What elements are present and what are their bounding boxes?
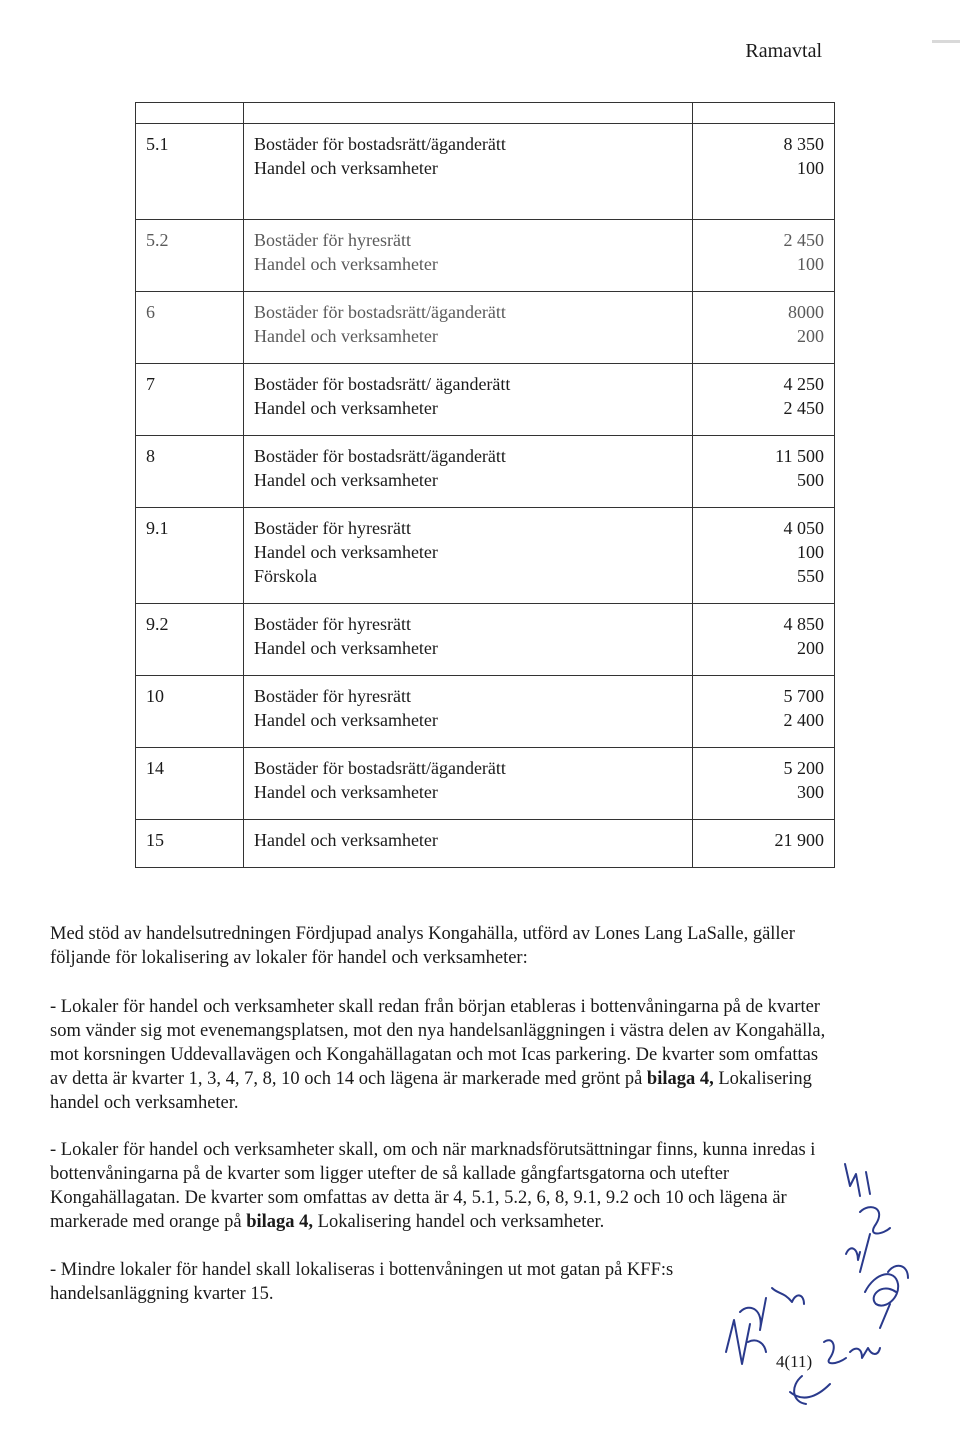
- block-number-cell: [136, 676, 244, 748]
- table-row: [136, 124, 835, 220]
- table-row: [136, 436, 835, 508]
- table-row: [136, 820, 835, 868]
- block-number: 5.2: [146, 230, 169, 250]
- page-number: 4(11): [776, 1352, 813, 1371]
- area-value-cell: [693, 364, 835, 436]
- usage-item: Handel och verksamheter: [254, 158, 438, 178]
- usage-item: Bostäder för hyresrätt: [254, 230, 411, 250]
- scan-artifact: [932, 40, 960, 43]
- area-table: [135, 102, 835, 868]
- area-value: 11 500: [775, 446, 824, 466]
- usage-item: Handel och verksamheter: [254, 782, 438, 802]
- usage-item: Handel och verksamheter: [254, 710, 438, 730]
- area-value: 100: [797, 158, 824, 178]
- usage-description-cell: [244, 604, 693, 676]
- header-cell-description: [244, 103, 693, 124]
- table-row: [136, 364, 835, 436]
- usage-item: Förskola: [254, 566, 317, 586]
- table-row: [136, 676, 835, 748]
- usage-item: Bostäder för hyresrätt: [254, 686, 411, 706]
- block-number: 15: [146, 830, 164, 850]
- usage-item: Bostäder för bostadsrätt/äganderätt: [254, 302, 506, 322]
- usage-item: Bostäder för bostadsrätt/ äganderätt: [254, 374, 511, 394]
- block-number-cell: [136, 364, 244, 436]
- block-number-cell: [136, 292, 244, 364]
- document-title: Ramavtal: [745, 40, 822, 62]
- area-value-cell: [693, 748, 835, 820]
- area-value: 100: [797, 542, 824, 562]
- table-row: [136, 604, 835, 676]
- block-number-cell: [136, 124, 244, 220]
- block-number-cell: [136, 604, 244, 676]
- area-value-cell: [693, 676, 835, 748]
- area-value: 5 200: [783, 758, 824, 778]
- table-row: [136, 292, 835, 364]
- area-value-cell: [693, 292, 835, 364]
- area-value: 2 450: [783, 230, 824, 250]
- table-row: [136, 508, 835, 604]
- header-cell-value: [693, 103, 835, 124]
- paragraph-4-text: - Mindre lokaler för handel skall lokaliseras i bottenvåningen ut mot gatan på KFF:s handelsanläggning kvarter 15.: [50, 1260, 674, 1304]
- usage-item: Handel och verksamheter: [254, 254, 438, 274]
- table-row: [136, 748, 835, 820]
- area-value-cell: [693, 124, 835, 220]
- area-value: 8 350: [783, 134, 824, 154]
- block-number: 10: [146, 686, 164, 706]
- usage-item: Handel och verksamheter: [254, 830, 438, 850]
- area-value-cell: [693, 604, 835, 676]
- area-value: 500: [797, 470, 824, 490]
- table-header-row: [136, 103, 835, 124]
- usage-item: Bostäder för bostadsrätt/äganderätt: [254, 446, 506, 466]
- usage-description-cell: [244, 364, 693, 436]
- usage-description-cell: [244, 436, 693, 508]
- usage-description-cell: [244, 124, 693, 220]
- area-value: 200: [797, 638, 824, 658]
- paragraph-intro: [50, 922, 840, 970]
- area-value: 21 900: [774, 830, 824, 850]
- usage-description-cell: [244, 820, 693, 868]
- usage-description-cell: [244, 676, 693, 748]
- usage-item: Handel och verksamheter: [254, 326, 438, 346]
- block-number-cell: [136, 748, 244, 820]
- usage-description-cell: [244, 292, 693, 364]
- area-value: 2 450: [783, 398, 824, 418]
- paragraph-2-tail: Lokalisering handel och verksamheter.: [50, 1069, 812, 1113]
- block-number: 9.2: [146, 614, 169, 634]
- usage-description-cell: [244, 508, 693, 604]
- area-value: 550: [797, 566, 824, 586]
- area-value-cell: [693, 220, 835, 292]
- area-value-cell: [693, 508, 835, 604]
- block-number: 8: [146, 446, 155, 466]
- block-number: 9.1: [146, 518, 169, 538]
- area-value: 4 050: [783, 518, 824, 538]
- usage-item: Bostäder för hyresrätt: [254, 614, 411, 634]
- usage-item: Handel och verksamheter: [254, 542, 438, 562]
- block-number-cell: [136, 436, 244, 508]
- block-number-cell: [136, 820, 244, 868]
- usage-description-cell: [244, 220, 693, 292]
- area-value: 2 400: [783, 710, 824, 730]
- area-value: 4 250: [783, 374, 824, 394]
- usage-item: Bostäder för bostadsrätt/äganderätt: [254, 758, 506, 778]
- block-number: 7: [146, 374, 155, 394]
- paragraph-intro-text: Med stöd av handelsutredningen Fördjupad analys Kongahälla, utförd av Lones Lang LaSalle, gäller följande för lokalisering av lokaler för handel och verksamheter:: [50, 924, 795, 968]
- area-value: 300: [797, 782, 824, 802]
- table-row: [136, 220, 835, 292]
- appendix-reference: bilaga 4,: [646, 1069, 714, 1089]
- block-number-cell: [136, 508, 244, 604]
- area-value: 100: [797, 254, 824, 274]
- area-value: 4 850: [783, 614, 824, 634]
- area-value-cell: [693, 436, 835, 508]
- header-cell-number: [136, 103, 244, 124]
- area-value: 5 700: [783, 686, 824, 706]
- usage-item: Bostäder för hyresrätt: [254, 518, 411, 538]
- usage-item: Handel och verksamheter: [254, 638, 438, 658]
- block-number-cell: [136, 220, 244, 292]
- usage-description-cell: [244, 748, 693, 820]
- area-value-cell: [693, 820, 835, 868]
- paragraph-2-text: - Lokaler för handel och verksamheter skall redan från början etableras i bottenvåningarna på de kvarter som vänder sig mot evenemangsplatsen, mot den nya handelsanläggningen i västra delen av Kongahälla, mot korsningen Uddevallavägen och Kongahällagatan och mot Icas parkering. De kvarter som omfattas av detta är kvarter 1, 3, 4, 7, 8, 10 och 14 och lägena är markerade med grönt på: [50, 997, 826, 1089]
- block-number: 14: [146, 758, 164, 778]
- usage-item: Handel och verksamheter: [254, 398, 438, 418]
- paragraph-3-text: - Lokaler för handel och verksamheter skall, om och när marknadsförutsättningar finns, kunna inredas i bottenvåningarna på de kvarter som ligger utefter de så kallade gångfartsgatorna och utefter Kongahällagatan. De kvarter som omfattas av detta är 4, 5.1, 5.2, 6, 8, 9.1, 9.2 och 10 och lägena är markerade med orange på: [50, 1140, 816, 1232]
- area-value: 8000: [788, 302, 824, 322]
- paragraph-small-premises: [50, 1258, 750, 1306]
- usage-item: Bostäder för bostadsrätt/äganderätt: [254, 134, 506, 154]
- paragraph-3-tail: Lokalisering handel och verksamheter.: [313, 1212, 605, 1232]
- appendix-reference: bilaga 4,: [246, 1212, 314, 1232]
- handwritten-initials-signature: [720, 1152, 950, 1422]
- paragraph-ground-floor-from-start: [50, 995, 840, 1115]
- area-value: 200: [797, 326, 824, 346]
- block-number: 6: [146, 302, 155, 322]
- usage-item: Handel och verksamheter: [254, 470, 438, 490]
- block-number: 5.1: [146, 134, 169, 154]
